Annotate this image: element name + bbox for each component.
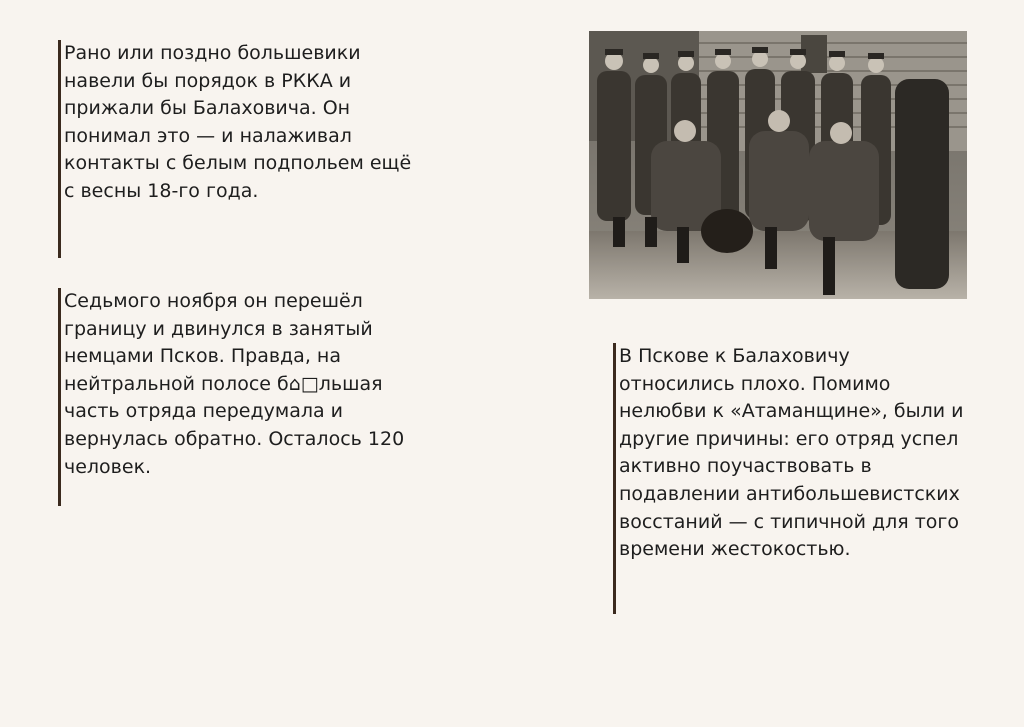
text-block-3 bbox=[613, 343, 983, 614]
paragraph-1: Рано или поздно большевики навели бы порядок в РККА и прижали бы Балаховича. Он понимал это — и налаживал контакты с белым подпольем ещё с весны 18-го года. bbox=[64, 42, 412, 202]
paragraph-2: Седьмого ноября он перешёл границу и двинулся в занятый немцами Псков. Правда, на нейтральной полосе б⌂□льшая часть отряда передумала и вернулась обратно. Осталось 120 человек. bbox=[64, 290, 405, 478]
historical-group-photo bbox=[589, 31, 967, 299]
text-block-2 bbox=[58, 288, 438, 506]
paragraph-3: В Пскове к Балаховичу относились плохо. Помимо нелюбви к «Атаманщине», были и другие причины: его отряд успел активно поучаствовать в подавлении антибольшевистских восстаний — с типичной для того времени жестокостью. bbox=[619, 345, 964, 561]
text-block-1 bbox=[58, 40, 438, 258]
photo-image bbox=[589, 31, 967, 299]
